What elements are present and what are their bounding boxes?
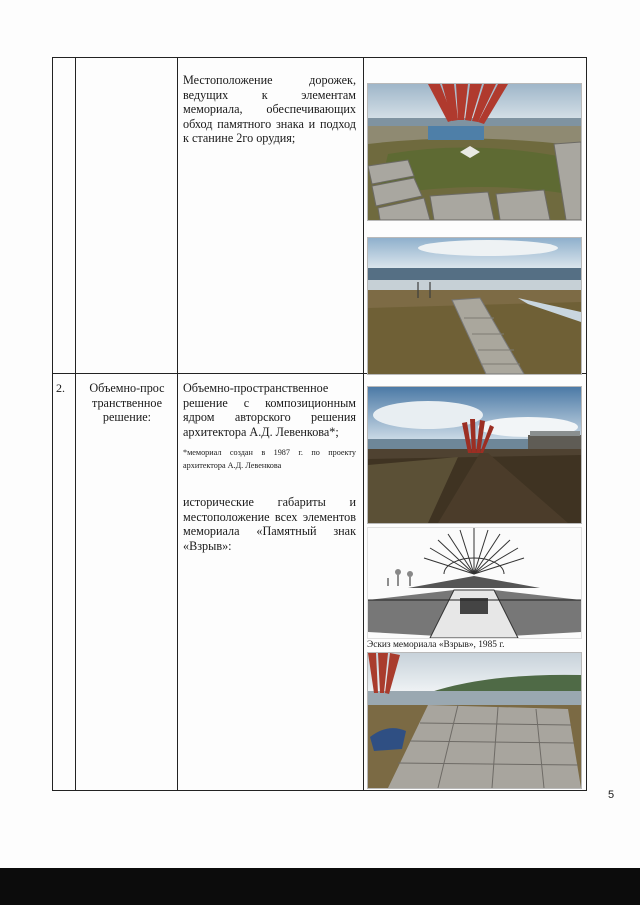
row2-description: Объемно-пространственное решение с композиционным ядром авторского решения архитектора А.Д. Левенкова*; <box>183 381 356 439</box>
page-number: 5 <box>608 789 615 801</box>
table-bottom-border <box>52 790 587 791</box>
scan-bottom-edge <box>0 868 640 905</box>
memorial-plaza-photo <box>367 386 582 524</box>
column-divider-1 <box>75 57 76 791</box>
memorial-sketch <box>367 527 582 639</box>
shoreline-path-photo <box>367 237 582 375</box>
sketch-caption: Эскиз мемориала «Взрыв», 1985 г. <box>367 640 505 650</box>
row1-description: Местоположение дорожек, ведущих к элементам мемориала, обеспечивающих обход памятного знака и подход к станине 2го орудия; <box>183 73 356 146</box>
table-top-border <box>52 57 587 58</box>
row2-number: 2. <box>56 381 65 395</box>
column-divider-2 <box>177 57 178 791</box>
table-left-border <box>52 57 53 791</box>
table-right-border <box>586 57 587 791</box>
row2-parameters: исторические габариты и местоположение всех элементов мемориала «Памятный знак «Взрыв»: <box>183 495 356 553</box>
column-divider-3 <box>363 57 364 791</box>
row2-title: Объемно-пространственное решение: <box>89 381 165 425</box>
row2-footnote: *мемориал создан в 1987 г. по проекту архитектора А.Д. Левенкова <box>183 448 356 470</box>
memorial-paving-photo <box>367 652 582 789</box>
memorial-fan-photo <box>367 83 582 221</box>
